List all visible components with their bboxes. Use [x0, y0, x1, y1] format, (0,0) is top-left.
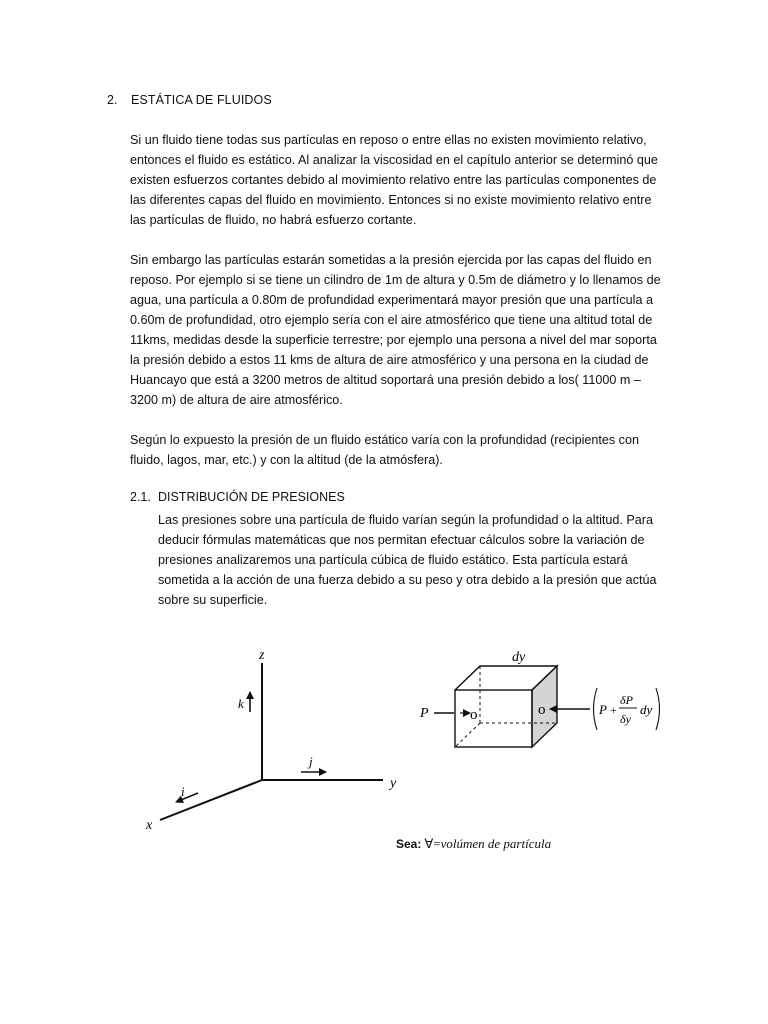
subsection-title: DISTRIBUCIÓN DE PRESIONES: [158, 490, 345, 504]
k-vector-label: k: [238, 696, 244, 711]
i-unit-vector: [176, 793, 198, 802]
coordinate-axes: [145, 648, 397, 833]
right-parenthesis: [656, 688, 660, 730]
volume-definition: [396, 836, 551, 852]
pressure-right-numerator: δP: [620, 693, 633, 707]
subsection-heading: [130, 490, 345, 504]
fluid-particle-cube: [419, 650, 660, 747]
section-title: ESTÁTICA DE FLUIDOS: [131, 93, 272, 107]
paragraph-pressure-variation: Según lo expuesto la presión de un fluido estático varía con la profundidad (recipientes con fluido, lagos, mar, etc.) y con la altitud (de la atmósfera).: [130, 433, 639, 467]
volume-symbol: ∀: [424, 837, 434, 852]
subsection-number: 2.1.: [130, 490, 151, 504]
x-axis: [160, 780, 262, 820]
sea-label: Sea:: [396, 837, 422, 851]
origin-left-label: o: [470, 707, 478, 723]
paragraph-static-fluid: Si un fluido tiene todas sus partículas en reposo o entre ellas no existen movimiento relativo, entonces el fluido es estático. Al analizar la viscosidad en el capítulo anterior se determinó que existen esfuerzos cortantes debido al movimiento relativo entre las partículas componentes de las diferentes capas del fluido en movimiento. Entonces si no existe movimiento relativo entre las partículas de fluido, no habrá esfuerzo cortante.: [130, 133, 658, 227]
pressure-right-denominator: δy: [620, 712, 631, 726]
pressure-right-plus: +: [610, 703, 617, 717]
pressure-right-P: P: [599, 702, 607, 717]
dy-label: dy: [512, 650, 526, 665]
x-axis-label: x: [146, 818, 153, 833]
equals-sign: =: [433, 836, 441, 851]
section-number: 2.: [107, 93, 118, 107]
j-vector-label: j: [309, 754, 313, 769]
left-parenthesis: [594, 688, 598, 730]
pressure-left-label: P: [420, 706, 429, 721]
pressure-right-dy: dy: [640, 702, 653, 717]
section-heading: [107, 93, 272, 107]
origin-right-label: o: [538, 702, 546, 718]
z-axis-label: z: [259, 648, 265, 663]
y-axis-label: y: [390, 776, 397, 791]
cube-hidden-edge-depth: [455, 723, 480, 747]
volume-description: volúmen de partícula: [440, 836, 552, 851]
figure-diagram: [0, 630, 768, 890]
cube-front-face: [455, 690, 532, 747]
paragraph-pressure-distribution: Las presiones sobre una partícula de fluido varían según la profundidad o la altitud. Para deducir fórmulas matemáticas que nos permitan efectuar cálculos sobre la variación de presiones analizaremos una partícula cúbica de fluido estático. Esta partícula estará sometida a la acción de una fuerza debido a su peso y otra debido a la presión que actúa sobre su superficie.: [158, 513, 657, 607]
paragraph-pressure-example: Sin embargo las partículas estarán sometidas a la presión ejercida por las capas del fluido en reposo. Por ejemplo si se tiene un cilindro de 1m de altura y 0.5m de diámetro y lo llenamos de agua, una partícula a 0.80m de profundidad experimentará mayor presión que una partícula a 0.60m de profundidad, otro ejemplo sería con el aire atmosférico que tiene una altitud total de 11kms, medidas desde la superficie terrestre; por ejemplo una persona a nivel del mar soporta la presión debido a estos 11 kms de altura de aire atmosférico y una persona en la ciudad de Huancayo que está a 3200 metros de altitud soportará una presión debido a los( 11000 m – 3200 m) de altura de aire atmosférico.: [130, 253, 661, 407]
i-vector-label: i: [181, 784, 185, 799]
